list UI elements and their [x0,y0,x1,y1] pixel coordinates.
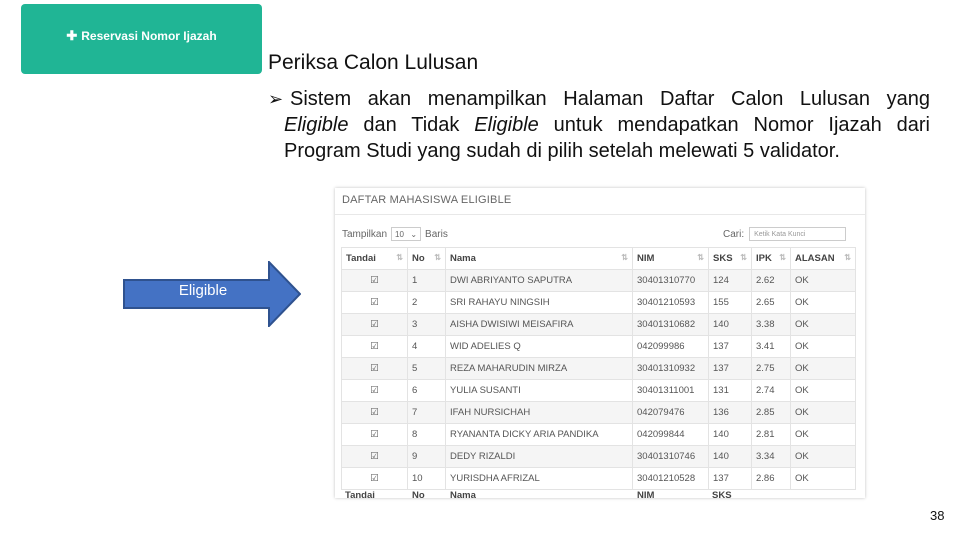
row-ipk: 2.74 [752,380,791,402]
row-no: 3 [408,314,446,336]
panel-divider [335,214,865,215]
sort-icon: ⇅ [779,253,786,262]
row-sks: 140 [709,424,752,446]
bullet-paragraph [268,86,930,164]
slide-title: Periksa Calon Lulusan [268,51,479,74]
row-checkbox[interactable] [342,292,408,314]
bullet-line-3: Program Studi yang sudah di pilih setelah melewati 5 validator. [284,140,840,162]
table-row [342,358,856,380]
row-checkbox[interactable] [342,446,408,468]
row-sks: 136 [709,402,752,424]
row-nama: RYANANTA DICKY ARIA PANDIKA [446,424,633,446]
bullet-line-2-text: untuk mendapatkan Nomor Ijazah dari [538,114,930,136]
row-nama: REZA MAHARUDIN MIRZA [446,358,633,380]
row-nim: 30401310770 [633,270,709,292]
footer-tandai: Tandai [345,490,375,498]
row-nama: IFAH NURSICHAH [446,402,633,424]
row-sks: 137 [709,336,752,358]
row-nama: SRI RAHAYU NINGSIH [446,292,633,314]
table-row [342,424,856,446]
table-row [342,270,856,292]
row-alasan: OK [791,402,856,424]
row-alasan: OK [791,314,856,336]
table-row [342,336,856,358]
row-ipk: 2.65 [752,292,791,314]
checkbox-icon: ☑ [370,451,379,462]
row-checkbox[interactable] [342,314,408,336]
bullet-arrow-icon: ➢ [268,89,284,109]
row-nama: YULIA SUSANTI [446,380,633,402]
row-alasan: OK [791,424,856,446]
col-header-nama[interactable]: Nama ⇅ [446,248,633,270]
row-no: 6 [408,380,446,402]
sort-icon: ⇅ [434,253,441,262]
search-input[interactable]: Ketik Kata Kunci [749,227,846,241]
checkbox-icon: ☑ [370,385,379,396]
table-row [342,468,856,490]
table-row [342,402,856,424]
reserve-ijazah-button[interactable] [21,4,262,74]
plus-icon: ✚ [66,28,78,43]
checkbox-icon: ☑ [370,319,379,330]
row-nama: DEDY RIZALDI [446,446,633,468]
row-checkbox[interactable] [342,402,408,424]
eligible-arrow-label: Eligible [178,282,228,299]
row-checkbox[interactable] [342,270,408,292]
row-no: 9 [408,446,446,468]
row-no: 1 [408,270,446,292]
row-nim: 042079476 [633,402,709,424]
row-checkbox[interactable] [342,468,408,490]
table-row [342,314,856,336]
checkbox-icon: ☑ [370,407,379,418]
eligible-students-table [341,247,856,490]
col-header-tandai[interactable]: Tandai ⇅ [342,248,408,270]
row-alasan: OK [791,292,856,314]
sort-icon: ⇅ [396,253,403,262]
chevron-down-icon: ⌄ [410,229,418,239]
footer-no: No [412,490,425,498]
checkbox-icon: ☑ [370,429,379,440]
row-sks: 124 [709,270,752,292]
row-alasan: OK [791,468,856,490]
checkbox-icon: ☑ [370,297,379,308]
row-ipk: 2.75 [752,358,791,380]
row-alasan: OK [791,336,856,358]
checkbox-icon: ☑ [370,473,379,484]
page-length-control [342,227,448,241]
show-label: Tampilkan [342,228,388,240]
row-ipk: 2.85 [752,402,791,424]
col-header-ipk[interactable]: IPK ⇅ [752,248,791,270]
checkbox-icon: ☑ [370,341,379,352]
row-no: 5 [408,358,446,380]
row-checkbox[interactable] [342,380,408,402]
row-no: 4 [408,336,446,358]
page-length-value: 10 [395,229,404,239]
checkbox-icon: ☑ [370,275,379,286]
row-nama: DWI ABRIYANTO SAPUTRA [446,270,633,292]
row-ipk: 3.34 [752,446,791,468]
search-label: Cari: [723,228,745,240]
row-checkbox[interactable] [342,424,408,446]
row-no: 7 [408,402,446,424]
row-no: 8 [408,424,446,446]
footer-sks: SKS [712,490,732,498]
footer-nama: Nama [450,490,476,498]
row-sks: 140 [709,446,752,468]
row-nama: WID ADELIES Q [446,336,633,358]
col-header-nim[interactable]: NIM ⇅ [633,248,709,270]
row-checkbox[interactable] [342,358,408,380]
row-nim: 30401310682 [633,314,709,336]
row-nim: 30401210593 [633,292,709,314]
row-checkbox[interactable] [342,336,408,358]
row-nim: 30401310746 [633,446,709,468]
row-ipk: 2.81 [752,424,791,446]
bullet-line-2-text: dan Tidak [348,114,475,136]
row-alasan: OK [791,270,856,292]
search-control [723,227,846,241]
row-ipk: 2.62 [752,270,791,292]
row-nim: 30401311001 [633,380,709,402]
bullet-line-1: Sistem akan menampilkan Halaman Daftar Calon Lulusan yang [290,88,930,110]
row-sks: 131 [709,380,752,402]
row-sks: 155 [709,292,752,314]
table-row [342,292,856,314]
row-ipk: 3.41 [752,336,791,358]
eligible-term: Eligible [474,114,539,136]
eligible-students-panel [335,188,865,498]
row-nim: 30401210528 [633,468,709,490]
table-row [342,380,856,402]
footer-nim: NIM [637,490,655,498]
row-sks: 140 [709,314,752,336]
reserve-ijazah-label: Reservasi Nomor Ijazah [81,29,217,43]
row-alasan: OK [791,446,856,468]
row-nama: AISHA DWISIWI MEISAFIRA [446,314,633,336]
row-no: 2 [408,292,446,314]
table-row [342,446,856,468]
col-header-sks[interactable]: SKS ⇅ [709,248,752,270]
row-ipk: 2.86 [752,468,791,490]
row-sks: 137 [709,358,752,380]
page-number: 38 [930,508,945,523]
sort-icon: ⇅ [740,253,747,262]
row-alasan: OK [791,358,856,380]
col-header-no[interactable]: No ⇅ [408,248,446,270]
page-length-select[interactable] [391,227,421,241]
checkbox-icon: ☑ [370,363,379,374]
row-nama: YURISDHA AFRIZAL [446,468,633,490]
panel-title: DAFTAR MAHASISWA ELIGIBLE [342,194,512,206]
eligible-term: Eligible [284,114,349,136]
table-header-row [342,248,856,270]
row-nim: 30401310932 [633,358,709,380]
col-header-alasan[interactable]: ALASAN ⇅ [791,248,856,270]
row-sks: 137 [709,468,752,490]
rows-label: Baris [425,228,448,240]
sort-icon: ⇅ [697,253,704,262]
bullet-line-2 [268,112,930,138]
sort-icon: ⇅ [844,253,851,262]
row-nim: 042099844 [633,424,709,446]
row-no: 10 [408,468,446,490]
row-nim: 042099986 [633,336,709,358]
sort-icon: ⇅ [621,253,628,262]
row-alasan: OK [791,380,856,402]
row-ipk: 3.38 [752,314,791,336]
